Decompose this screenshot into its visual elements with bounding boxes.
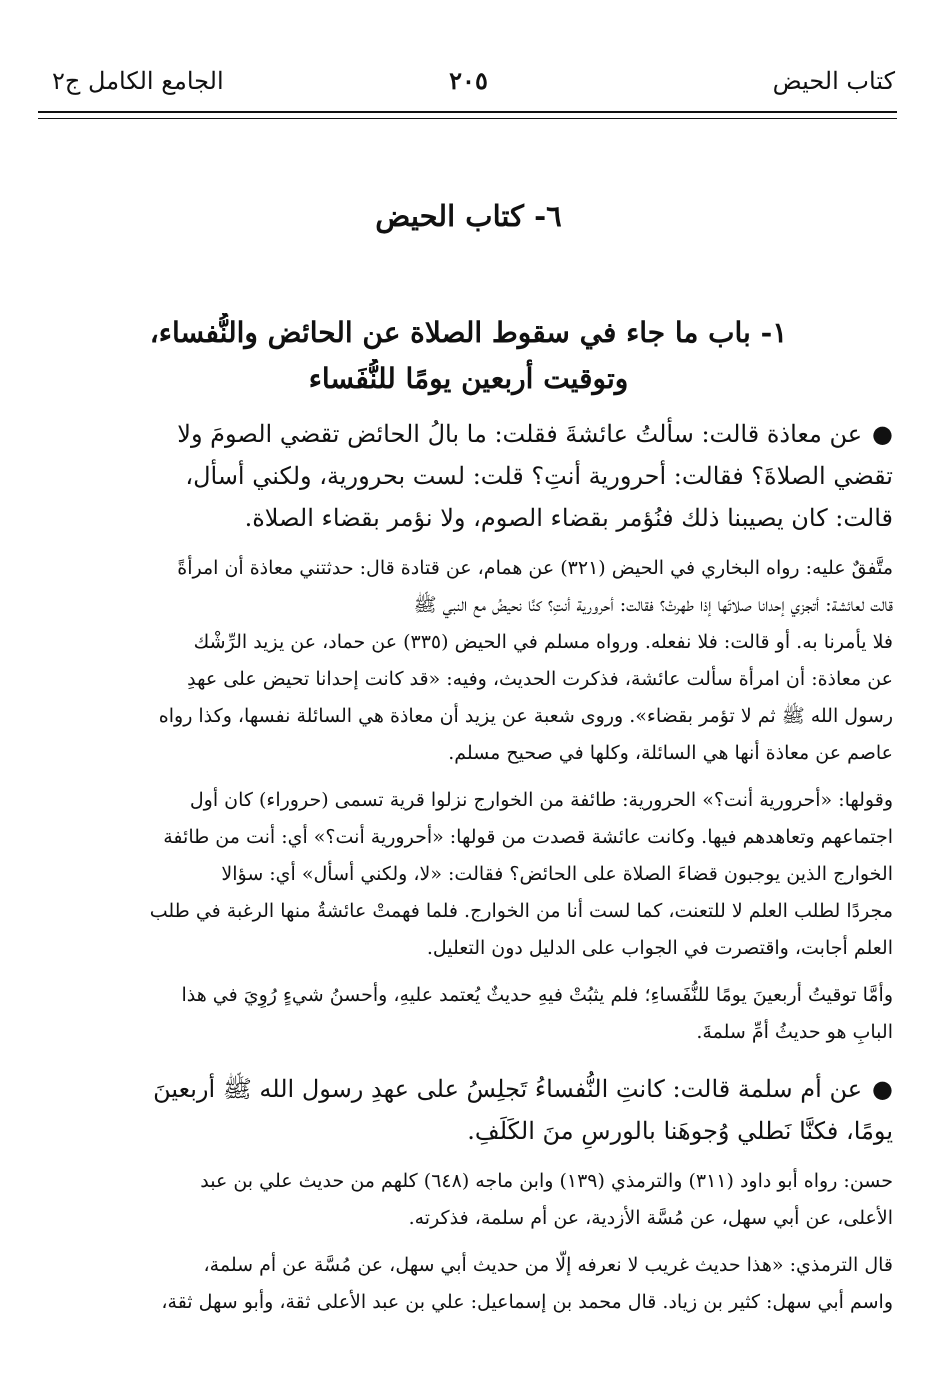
hadith-1-line-1 — [44, 414, 893, 454]
hadith-1-line-2: تقضي الصلاةَ؟ فقالت: أحرورية أنتِ؟ قلت: لست بحرورية، ولكني أسأل، — [185, 462, 893, 490]
note-4-line-1: حسن: رواه أبو داود (٣١١) والترمذي (١٣٩) وابن ماجه (٦٤٨) كلهم من حديث علي بن عبد — [200, 1170, 893, 1192]
note-4-line-2: الأعلى، عن أبي سهل، عن مُسَّة الأزدية، عن أم سلمة، فذكرته. — [408, 1207, 893, 1229]
note-2-line-5: العلم أجابت، واقتصرت في الجواب على الدليل دون التعليل. — [426, 937, 893, 959]
running-header-section: كتاب الحيض — [772, 67, 895, 95]
note-3-line-2: البابِ هو حديثُ أمِّ سلمةَ. — [696, 1021, 893, 1043]
header-rule-thick — [38, 111, 897, 113]
note-1-line-1: متَّفقٌ عليه: رواه البخاري في الحيض (٣٢١) عن همام، عن قتادة قال: حدثتني معاذة أن امرأةً — [177, 557, 893, 579]
chapter-title: ٦- كتاب الحيض — [375, 199, 562, 233]
note-5-line-2: واسم أبي سهل: كثير بن زياد. قال محمد بن إسماعيل: علي بن عبد الأعلى ثقة، وأبو سهل ثقة، — [161, 1291, 893, 1313]
page-number: ٢٠٥ — [449, 66, 488, 95]
bullet-icon: ● — [872, 420, 893, 448]
note-2-line-2: اجتماعهم وتعاهدهم فيها. وكانت عائشة قصدت من قولها: «أحرورية أنت؟» أي: أنت من طائفة — [163, 826, 893, 848]
note-2-line-3: الخوارج الذين يوجبون قضاءَ الصلاة على الحائض؟ فقالت: «لا، ولكني أسأل» أي: سؤالا — [221, 863, 893, 885]
note-3-line-1: وأمَّا توقيتُ أربعينَ يومًا للنُّفَساءِ؛ فلم يثبُتْ فيهِ حديثٌ يُعتمد عليهِ، وأحسنُ شيءٍ رُوِيَ في هذا — [181, 984, 893, 1006]
bullet-icon: ● — [872, 1075, 893, 1103]
header-rule-thin — [38, 118, 897, 119]
note-5-line-1: قال الترمذي: «هذا حديث غريب لا نعرفه إلَّا من حديث أبي سهل، عن مُسَّة عن أم سلمة، — [203, 1254, 893, 1276]
hadith-2-text-1: عن أم سلمة قالت: كانتِ النُّفساءُ تَجلِسُ على عهدِ رسول الله ﷺ أربعينَ — [153, 1075, 863, 1103]
note-2-line-1: وقولها: «أحرورية أنت؟» الحرورية: طائفة من الخوارج نزلوا قرية تسمى (حروراء) كان أول — [189, 789, 893, 811]
note-2-line-4: مجردًا لطلب العلم لا للتعنت، كما لست أنا من الخوارج. فلما فهمتْ عائشةُ منها الرغبة في طلب — [149, 900, 893, 922]
note-1-line-2: قالت لعائشة: أتجزي إحدانا صلاتَها إذا طهرتْ؟ فقالت: أحرورية أنتِ؟ كنَّا نحيضُ مع النبي ﷺ — [413, 594, 893, 616]
hadith-1-line-3: قالت: كان يصيبنا ذلك فنُؤمر بقضاء الصوم، ولا نؤمر بقضاء الصلاة. — [244, 504, 893, 532]
note-1-line-5: رسول الله ﷺ ثم لا تؤمر بقضاء». وروى شعبة عن يزيد أن معاذة هي السائلة نفسها، وكذا رواه — [158, 705, 893, 727]
section-title-line-2: وتوقيت أربعين يومًا للنُّفَساء — [308, 362, 629, 395]
running-header-title: الجامع الكامل ج٢ — [52, 67, 224, 95]
note-1-line-6: عاصم عن معاذة أنها هي السائلة، وكلها في صحيح مسلم. — [448, 742, 893, 764]
hadith-1-text-1: عن معاذة قالت: سألتُ عائشةَ فقلت: ما بالُ الحائض تقضي الصومَ ولا — [177, 420, 863, 448]
note-1-line-4: عن معاذة: أن امرأة سألت عائشة، فذكرت الحديث، وفيه: «قد كانت إحدانا تحيض على عهدِ — [187, 668, 893, 690]
note-1-line-3: فلا يأمرنا به. أو قالت: فلا نفعله. ورواه مسلم في الحيض (٣٣٥) عن حماد، عن يزيد الرِّشْك — [193, 631, 893, 653]
hadith-2-line-1 — [44, 1069, 893, 1109]
section-title-line-1: ١- باب ما جاء في سقوط الصلاة عن الحائض والنُّفساء، — [149, 316, 788, 349]
hadith-2-line-2: يومًا، فكنَّا نَطلي وُجوهَنا بالورسِ منَ الكَلَفِ. — [467, 1117, 893, 1145]
